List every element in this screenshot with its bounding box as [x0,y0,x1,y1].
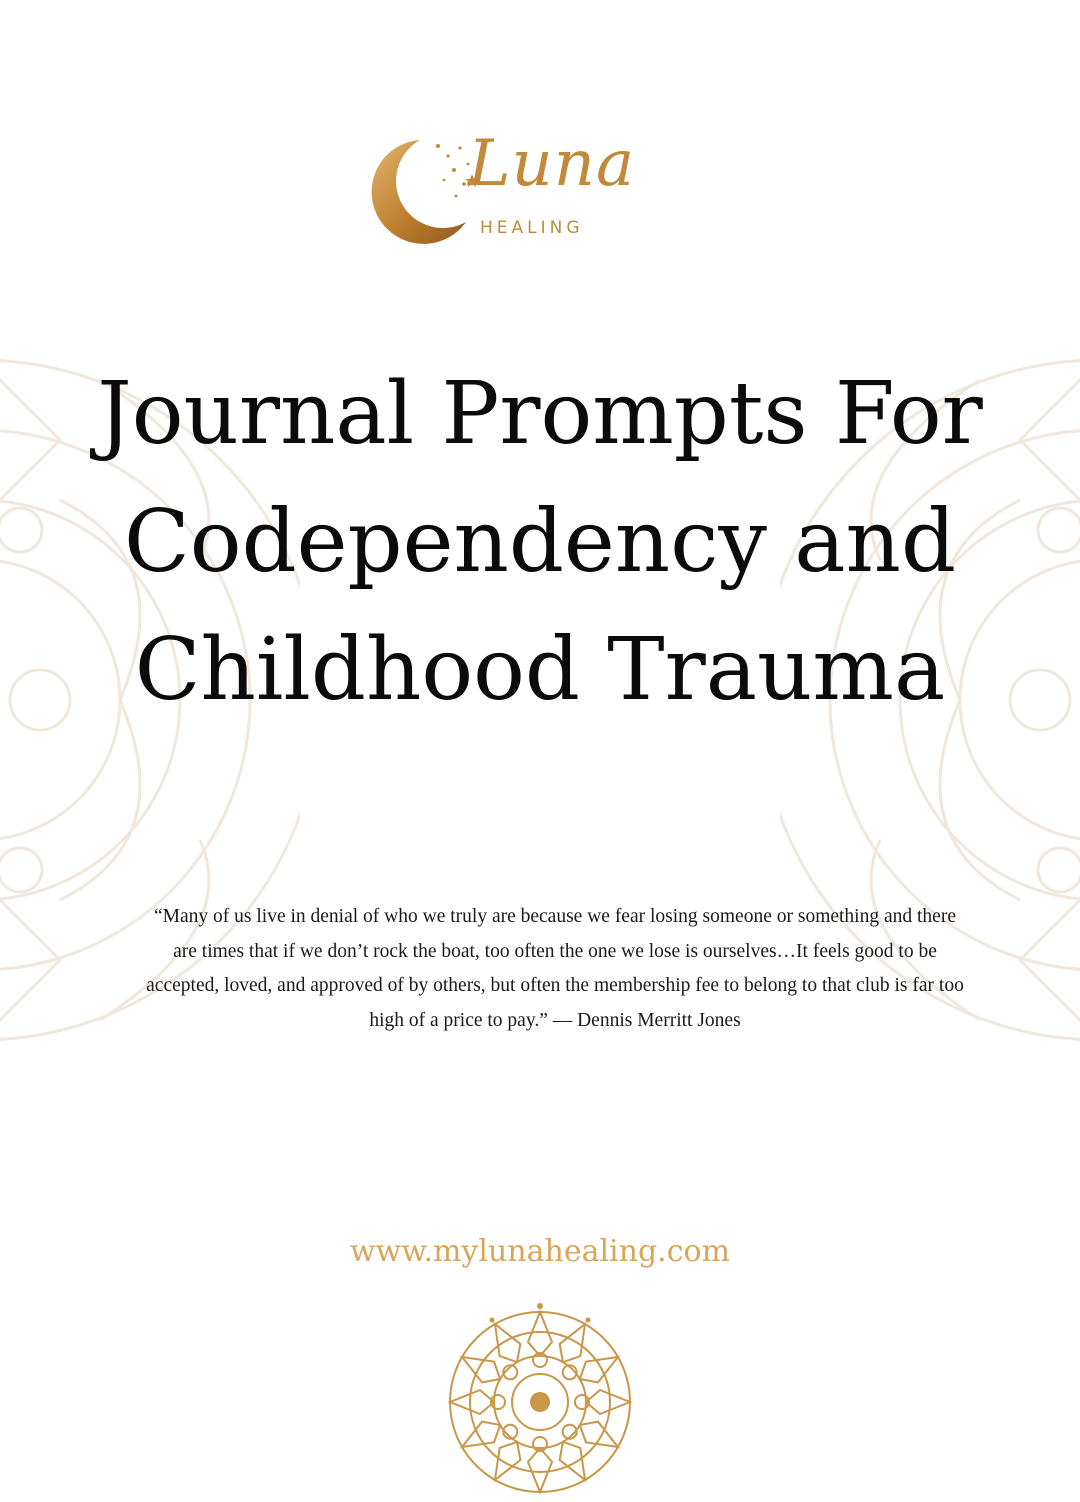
logo-script-text: Luna [468,127,636,201]
website-link[interactable]: www.mylunahealing.com [349,1234,731,1269]
moon-hands-stars-icon [368,134,478,248]
title-line-2: Codependency and [124,492,956,592]
quote-text: “Many of us live in denial of who we truly are because we fear losing someone or something and there are times that if we don’t rock the boat, too often the one we lose is ourselves…It feels good to be accepted, loved, and approved of by others, but often the membership fee to belong to that club is far too high of a price to pay.” — Dennis Merritt Jones [146,906,964,1031]
mandala-icon [440,1302,640,1502]
title-line-1: Journal Prompts For [97,364,983,464]
logo-sub-text: HEALING [480,218,584,238]
page-title [60,350,1020,734]
title-line-3: Childhood Trauma [134,620,946,720]
brand-logo [368,127,658,250]
